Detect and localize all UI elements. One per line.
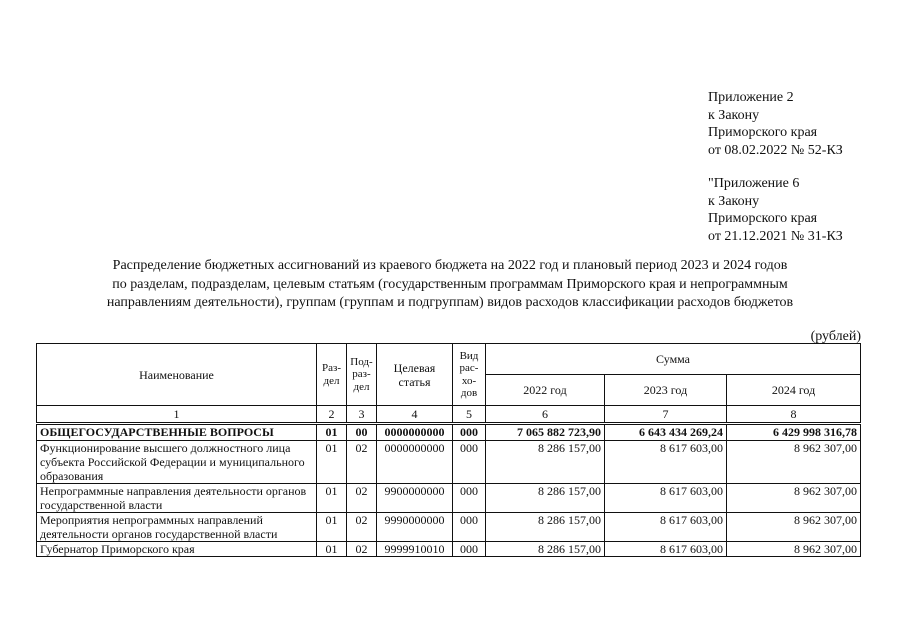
column-number: 8 (727, 406, 861, 424)
row-section: 01 (317, 542, 347, 557)
header-target-text: Целевая статья (393, 360, 436, 389)
row-target: 0000000000 (377, 441, 453, 484)
row-2023: 8 617 603,00 (605, 441, 727, 484)
row-2023: 8 617 603,00 (605, 513, 727, 542)
appendix-line: Приморского края (708, 211, 818, 226)
appendix-line: от 21.12.2021 № 31-КЗ (708, 228, 843, 244)
row-subsection: 02 (347, 484, 377, 513)
column-number: 5 (453, 406, 486, 424)
row-2022: 8 286 157,00 (486, 484, 605, 513)
row-subsection: 02 (347, 513, 377, 542)
row-name: Губернатор Приморского края (37, 542, 317, 557)
row-section: 01 (317, 484, 347, 513)
appendix-original-header (708, 175, 843, 245)
row-subsection: 02 (347, 441, 377, 484)
header-subsection-text: Под- раз- дел (350, 355, 373, 393)
table-row (37, 542, 861, 557)
row-subsection: 02 (347, 542, 377, 557)
header-expense-type-text: Вид рас- хо- дов (459, 349, 479, 399)
row-2024: 8 962 307,00 (727, 513, 861, 542)
budget-table (36, 343, 861, 557)
row-name: Непрограммные направления деятельности органов государственной власти (37, 484, 317, 513)
table-row (37, 441, 861, 484)
header-expense-type (453, 344, 486, 406)
title-line: Распределение бюджетных ассигнований из краевого бюджета на 2022 год и плановый период 2023 и 2024 годов (112, 258, 788, 273)
row-subsection: 00 (347, 424, 377, 441)
appendix-line: Приморского края (708, 125, 818, 140)
row-expense-type: 000 (453, 513, 486, 542)
appendix-line: от 08.02.2022 № 52-КЗ (708, 142, 843, 158)
units-label: (рублей) (810, 329, 861, 344)
header-subsection (347, 344, 377, 406)
row-target: 9990000000 (377, 513, 453, 542)
header-sum: Сумма (486, 344, 861, 375)
header-section (317, 344, 347, 406)
row-name: Мероприятия непрограммных направлений деятельности органов государственной власти (37, 513, 317, 542)
header-2023: 2023 год (605, 375, 727, 406)
header-2024: 2024 год (727, 375, 861, 406)
column-number: 1 (37, 406, 317, 424)
column-number: 2 (317, 406, 347, 424)
row-2023: 6 643 434 269,24 (605, 424, 727, 441)
row-target: 9900000000 (377, 484, 453, 513)
column-number: 3 (347, 406, 377, 424)
row-2024: 8 962 307,00 (727, 542, 861, 557)
row-section: 01 (317, 424, 347, 441)
row-name: Функционирование высшего должностного лица субъекта Российской Федерации и муниципального образования (37, 441, 317, 484)
row-2022: 8 286 157,00 (486, 513, 605, 542)
document-title (40, 257, 860, 313)
row-2024: 8 962 307,00 (727, 484, 861, 513)
appendix-line: к Закону (708, 193, 760, 209)
row-target: 0000000000 (377, 424, 453, 441)
table-row (37, 513, 861, 542)
row-2022: 8 286 157,00 (486, 441, 605, 484)
table-row (37, 424, 861, 441)
header-section-text: Раз- дел (321, 362, 341, 387)
row-section: 01 (317, 441, 347, 484)
row-section: 01 (317, 513, 347, 542)
header-target (377, 344, 453, 406)
header-2022: 2022 год (486, 375, 605, 406)
row-2023: 8 617 603,00 (605, 484, 727, 513)
row-2022: 8 286 157,00 (486, 542, 605, 557)
column-number-row (37, 406, 861, 424)
row-2024: 8 962 307,00 (727, 441, 861, 484)
table-row (37, 484, 861, 513)
column-number: 4 (377, 406, 453, 424)
row-2022: 7 065 882 723,90 (486, 424, 605, 441)
column-number: 7 (605, 406, 727, 424)
appendix-line: "Приложение 6 (708, 176, 800, 191)
appendix-line: Приложение 2 (708, 90, 794, 105)
row-expense-type: 000 (453, 441, 486, 484)
title-line: по разделам, подразделам, целевым статьям (государственным программам Приморского края и непрограммным (112, 276, 788, 292)
column-number: 6 (486, 406, 605, 424)
appendix-line: к Закону (708, 107, 760, 123)
row-target: 9999910010 (377, 542, 453, 557)
header-name: Наименование (37, 344, 317, 406)
appendix-current-header (708, 89, 843, 159)
row-expense-type: 000 (453, 484, 486, 513)
row-2023: 8 617 603,00 (605, 542, 727, 557)
row-expense-type: 000 (453, 424, 486, 441)
title-line: направлениям деятельности), группам (группам и подгруппам) видов расходов классификации расходов бюджетов (106, 295, 794, 310)
row-2024: 6 429 998 316,78 (727, 424, 861, 441)
row-name: ОБЩЕГОСУДАРСТВЕННЫЕ ВОПРОСЫ (37, 424, 317, 441)
row-expense-type: 000 (453, 542, 486, 557)
